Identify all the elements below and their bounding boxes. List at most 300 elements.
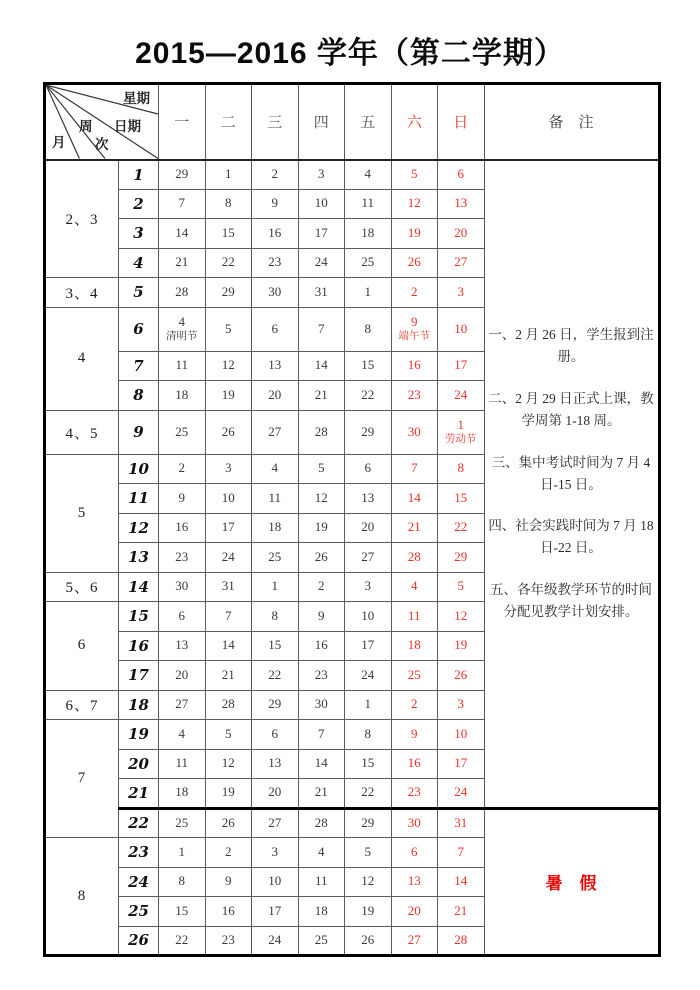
- date-cell: [298, 381, 345, 411]
- date-number: 14: [314, 357, 328, 373]
- date-cell: [159, 248, 206, 278]
- date-cell: [252, 484, 299, 514]
- date-cell: [205, 381, 252, 411]
- date-number: 8: [457, 460, 464, 476]
- date-cell: [298, 189, 345, 219]
- date-cell: [391, 838, 438, 868]
- date-number: 12: [221, 357, 235, 373]
- date-number: 9: [411, 313, 418, 329]
- date-cell: [205, 484, 252, 514]
- date-number: 6: [178, 607, 185, 623]
- date-cell: [345, 513, 392, 543]
- page-title: 2015—2016 学年（第二学期）: [135, 37, 565, 70]
- date-number: 16: [407, 357, 421, 373]
- date-cell: [298, 572, 345, 602]
- date-number: 25: [268, 548, 282, 564]
- date-number: 22: [361, 784, 375, 800]
- date-cell: [298, 513, 345, 543]
- date-number: 2: [271, 166, 278, 182]
- date-cell: [438, 661, 485, 691]
- date-number: 28: [407, 548, 421, 564]
- date-cell: [205, 602, 252, 632]
- date-number: 10: [221, 489, 235, 505]
- date-number: 7: [318, 320, 325, 336]
- date-cell: [298, 749, 345, 779]
- date-cell: [159, 484, 206, 514]
- date-number: 14: [407, 489, 421, 505]
- date-cell: [391, 484, 438, 514]
- date-number: 5: [411, 166, 418, 182]
- date-number: 13: [407, 873, 421, 889]
- festival-label: 端午节: [398, 330, 430, 342]
- date-cell: [298, 484, 345, 514]
- week-number-cell: 15: [119, 602, 159, 632]
- date-number: 10: [361, 607, 375, 623]
- week-number-cell: 26: [119, 926, 159, 956]
- date-cell: [298, 454, 345, 484]
- week-number-cell: 12: [119, 513, 159, 543]
- week-number-cell: 4: [119, 248, 159, 278]
- date-cell: [205, 897, 252, 927]
- date-number: 8: [271, 607, 278, 623]
- date-cell: [438, 631, 485, 661]
- date-cell: [252, 189, 299, 219]
- date-cell: [345, 749, 392, 779]
- date-number: 14: [175, 224, 189, 240]
- date-number: 11: [268, 489, 282, 505]
- date-cell: [438, 381, 485, 411]
- date-cell: [438, 513, 485, 543]
- date-cell: [298, 631, 345, 661]
- corner-label-week: 周: [79, 119, 93, 134]
- date-cell: [252, 867, 299, 897]
- date-number: 10: [454, 320, 468, 336]
- date-number: 23: [175, 548, 189, 564]
- date-cell: [252, 779, 299, 809]
- date-number: 17: [314, 224, 328, 240]
- date-cell: [391, 351, 438, 381]
- date-number: 2: [178, 460, 185, 476]
- week-number-cell: 22: [119, 808, 159, 838]
- date-number: 8: [225, 195, 232, 211]
- date-number: 3: [318, 166, 325, 182]
- date-number: 18: [361, 224, 375, 240]
- date-cell: [252, 631, 299, 661]
- remarks-notes-cell: [484, 160, 659, 809]
- date-cell: [391, 779, 438, 809]
- date-cell: [438, 779, 485, 809]
- date-cell: [345, 838, 392, 868]
- date-cell: [438, 720, 485, 750]
- date-cell: [438, 838, 485, 868]
- date-number: 1: [225, 166, 232, 182]
- date-number: 29: [361, 423, 375, 439]
- date-cell: [159, 602, 206, 632]
- date-number: 3: [364, 578, 371, 594]
- date-cell: [345, 897, 392, 927]
- date-number: 3: [271, 843, 278, 859]
- week-number-cell: 24: [119, 867, 159, 897]
- date-cell: [345, 867, 392, 897]
- date-number: 29: [268, 696, 282, 712]
- date-cell: [159, 661, 206, 691]
- date-number: 19: [407, 224, 421, 240]
- date-number: 6: [364, 460, 371, 476]
- date-cell: [252, 543, 299, 573]
- date-cell: [205, 808, 252, 838]
- date-number: 18: [314, 902, 328, 918]
- date-cell: [345, 543, 392, 573]
- date-cell: [252, 160, 299, 190]
- date-cell: [159, 219, 206, 249]
- date-number: 15: [175, 902, 189, 918]
- date-number: 13: [454, 195, 468, 211]
- date-number: 4: [411, 578, 418, 594]
- week-number-cell: 1: [119, 160, 159, 190]
- date-cell: [252, 838, 299, 868]
- week-number-cell: 18: [119, 690, 159, 720]
- date-number: 11: [361, 195, 375, 211]
- date-number: 20: [407, 902, 421, 918]
- date-number: 19: [454, 637, 468, 653]
- date-number: 1: [364, 696, 371, 712]
- month-cell: 4: [45, 307, 119, 410]
- calendar-table: [43, 82, 661, 957]
- date-number: 26: [221, 814, 235, 830]
- date-cell: [252, 897, 299, 927]
- date-number: 18: [268, 519, 282, 535]
- date-number: 2: [225, 843, 232, 859]
- date-number: 6: [271, 725, 278, 741]
- date-number: 31: [454, 814, 468, 830]
- date-cell: [205, 690, 252, 720]
- date-cell: [159, 454, 206, 484]
- date-number: 21: [221, 666, 235, 682]
- date-number: 29: [454, 548, 468, 564]
- date-cell: [205, 749, 252, 779]
- date-cell: [438, 351, 485, 381]
- month-cell: 2、3: [45, 160, 119, 278]
- weekday-header-fri: 五: [345, 84, 392, 160]
- date-number: 18: [175, 386, 189, 402]
- date-cell: [252, 381, 299, 411]
- week-number-cell: 10: [119, 454, 159, 484]
- month-cell: 6: [45, 602, 119, 691]
- date-number: 16: [407, 755, 421, 771]
- date-cell: [252, 690, 299, 720]
- date-number: 20: [454, 224, 468, 240]
- date-cell: [252, 926, 299, 956]
- date-cell: [438, 926, 485, 956]
- date-cell: [391, 926, 438, 956]
- date-cell: [438, 219, 485, 249]
- festival-label: 劳动节: [445, 433, 477, 445]
- month-cell: 5、6: [45, 572, 119, 602]
- date-number: 5: [457, 578, 464, 594]
- date-number: 3: [457, 696, 464, 712]
- date-number: 27: [268, 814, 282, 830]
- date-number: 12: [314, 489, 328, 505]
- date-cell: [391, 278, 438, 308]
- date-number: 26: [314, 548, 328, 564]
- date-cell: [438, 602, 485, 632]
- date-cell: [345, 248, 392, 278]
- date-number: 1: [364, 283, 371, 299]
- month-cell: 3、4: [45, 278, 119, 308]
- date-cell: [391, 248, 438, 278]
- date-cell: [438, 454, 485, 484]
- date-number: 14: [221, 637, 235, 653]
- date-cell: [345, 572, 392, 602]
- date-cell: [345, 381, 392, 411]
- date-cell: [252, 808, 299, 838]
- date-number: 11: [175, 755, 189, 771]
- remark-note: 二、2 月 29 日正式上课，教学周第 1-18 周。: [488, 390, 654, 428]
- date-number: 1: [457, 416, 464, 432]
- date-cell: [391, 160, 438, 190]
- date-cell: [391, 219, 438, 249]
- date-number: 22: [221, 254, 235, 270]
- date-number: 29: [221, 283, 235, 299]
- date-cell: [438, 867, 485, 897]
- week-number-cell: 23: [119, 838, 159, 868]
- date-cell: [159, 720, 206, 750]
- date-number: 8: [178, 873, 185, 889]
- date-number: 2: [411, 696, 418, 712]
- date-cell: [205, 513, 252, 543]
- week-row: [45, 808, 660, 838]
- date-number: 2: [318, 578, 325, 594]
- date-cell: [205, 454, 252, 484]
- date-number: 4: [271, 460, 278, 476]
- date-cell: [159, 513, 206, 543]
- date-number: 24: [221, 548, 235, 564]
- date-cell: [391, 749, 438, 779]
- date-number: 21: [454, 902, 468, 918]
- weekday-header-thu: 四: [298, 84, 345, 160]
- corner-label-weekday: 星期: [123, 91, 150, 106]
- date-cell: [298, 926, 345, 956]
- date-cell: [159, 867, 206, 897]
- month-cell: 5: [45, 454, 119, 572]
- date-number: 20: [175, 666, 189, 682]
- date-cell: [159, 278, 206, 308]
- date-number: 25: [407, 666, 421, 682]
- date-cell: [252, 219, 299, 249]
- date-cell: [345, 410, 392, 454]
- date-number: 28: [454, 931, 468, 947]
- date-number: 18: [407, 637, 421, 653]
- date-number: 24: [268, 931, 282, 947]
- date-cell: [205, 779, 252, 809]
- weekday-header-sat: 六: [391, 84, 438, 160]
- date-cell: [391, 690, 438, 720]
- date-number: 7: [411, 460, 418, 476]
- date-number: 9: [225, 873, 232, 889]
- date-number: 13: [361, 489, 375, 505]
- date-cell: [252, 661, 299, 691]
- date-number: 17: [454, 357, 468, 373]
- date-cell: [159, 410, 206, 454]
- date-cell: [391, 897, 438, 927]
- date-cell: [345, 454, 392, 484]
- date-cell: [252, 278, 299, 308]
- date-cell: [252, 307, 299, 351]
- date-number: 23: [314, 666, 328, 682]
- date-number: 6: [411, 843, 418, 859]
- date-number: 27: [175, 696, 189, 712]
- date-cell: [205, 307, 252, 351]
- date-cell: [438, 410, 485, 454]
- date-cell: [298, 160, 345, 190]
- date-cell: [438, 307, 485, 351]
- date-cell: [205, 278, 252, 308]
- date-number: 15: [361, 755, 375, 771]
- date-cell: [345, 631, 392, 661]
- date-cell: [298, 779, 345, 809]
- date-number: 4: [178, 725, 185, 741]
- date-number: 23: [407, 784, 421, 800]
- date-cell: [205, 661, 252, 691]
- date-number: 30: [314, 696, 328, 712]
- date-cell: [159, 779, 206, 809]
- date-number: 17: [454, 755, 468, 771]
- date-number: 28: [314, 423, 328, 439]
- month-cell: 6、7: [45, 690, 119, 720]
- date-cell: [252, 749, 299, 779]
- date-cell: [391, 631, 438, 661]
- date-number: 7: [457, 843, 464, 859]
- date-cell: [438, 749, 485, 779]
- date-number: 21: [407, 519, 421, 535]
- date-number: 13: [268, 755, 282, 771]
- date-cell: [391, 410, 438, 454]
- date-cell: [345, 307, 392, 351]
- date-number: 7: [178, 195, 185, 211]
- date-number: 23: [221, 931, 235, 947]
- date-number: 29: [361, 814, 375, 830]
- date-number: 30: [175, 578, 189, 594]
- date-number: 8: [364, 725, 371, 741]
- date-number: 1: [271, 578, 278, 594]
- date-number: 5: [318, 460, 325, 476]
- date-number: 10: [268, 873, 282, 889]
- date-cell: [345, 278, 392, 308]
- date-number: 5: [225, 320, 232, 336]
- date-cell: [391, 661, 438, 691]
- date-number: 24: [361, 666, 375, 682]
- date-number: 26: [407, 254, 421, 270]
- week-number-cell: 20: [119, 749, 159, 779]
- week-number-cell: 16: [119, 631, 159, 661]
- date-number: 19: [221, 784, 235, 800]
- date-number: 26: [221, 423, 235, 439]
- week-number-cell: 11: [119, 484, 159, 514]
- date-number: 12: [221, 755, 235, 771]
- date-number: 13: [268, 357, 282, 373]
- date-number: 22: [361, 386, 375, 402]
- date-cell: [159, 381, 206, 411]
- date-number: 2: [411, 283, 418, 299]
- date-number: 16: [175, 519, 189, 535]
- date-number: 6: [457, 166, 464, 182]
- month-cell: 8: [45, 838, 119, 956]
- date-number: 3: [457, 283, 464, 299]
- date-cell: [438, 808, 485, 838]
- date-number: 30: [407, 423, 421, 439]
- date-cell: [159, 808, 206, 838]
- corner-label-month: 月: [52, 135, 66, 150]
- date-cell: [391, 513, 438, 543]
- date-number: 10: [454, 725, 468, 741]
- date-cell: [298, 867, 345, 897]
- date-number: 16: [221, 902, 235, 918]
- week-number-cell: 8: [119, 381, 159, 411]
- date-number: 19: [314, 519, 328, 535]
- date-number: 20: [268, 386, 282, 402]
- date-number: 16: [314, 637, 328, 653]
- date-number: 9: [178, 489, 185, 505]
- date-cell: [391, 602, 438, 632]
- date-number: 16: [268, 224, 282, 240]
- date-cell: [438, 484, 485, 514]
- date-number: 9: [318, 607, 325, 623]
- date-cell: [205, 572, 252, 602]
- date-number: 22: [268, 666, 282, 682]
- date-cell: [252, 602, 299, 632]
- date-cell: [252, 720, 299, 750]
- date-cell: [438, 189, 485, 219]
- date-cell: [298, 351, 345, 381]
- date-number: 4: [178, 313, 185, 329]
- corner-label-date: 日期: [114, 119, 141, 134]
- date-cell: [159, 189, 206, 219]
- date-number: 17: [221, 519, 235, 535]
- week-number-cell: 6: [119, 307, 159, 351]
- date-number: 27: [407, 931, 421, 947]
- date-cell: [298, 690, 345, 720]
- date-number: 28: [221, 696, 235, 712]
- date-cell: [252, 572, 299, 602]
- date-number: 24: [454, 784, 468, 800]
- date-cell: [391, 808, 438, 838]
- date-number: 21: [314, 784, 328, 800]
- remark-note: 四、社会实践时间为 7 月 18 日-22 日。: [488, 518, 654, 556]
- corner-label-order: 次: [95, 137, 109, 152]
- date-number: 11: [314, 873, 328, 889]
- date-cell: [159, 749, 206, 779]
- date-cell: [391, 867, 438, 897]
- date-number: 12: [407, 195, 421, 211]
- date-cell: [438, 160, 485, 190]
- date-cell: [438, 248, 485, 278]
- date-cell: [205, 248, 252, 278]
- date-cell: [252, 248, 299, 278]
- date-cell: [345, 351, 392, 381]
- date-cell: [298, 661, 345, 691]
- corner-header-cell: [45, 84, 159, 160]
- date-cell: [159, 572, 206, 602]
- date-number: 27: [361, 548, 375, 564]
- date-cell: [438, 278, 485, 308]
- date-number: 31: [314, 283, 328, 299]
- week-number-cell: 7: [119, 351, 159, 381]
- date-cell: [252, 351, 299, 381]
- remarks-header: 备 注: [484, 84, 659, 160]
- remark-note: 五、各年级教学环节的时间分配见教学计划安排。: [490, 582, 652, 619]
- weekday-header-tue: 二: [205, 84, 252, 160]
- week-number-cell: 21: [119, 779, 159, 809]
